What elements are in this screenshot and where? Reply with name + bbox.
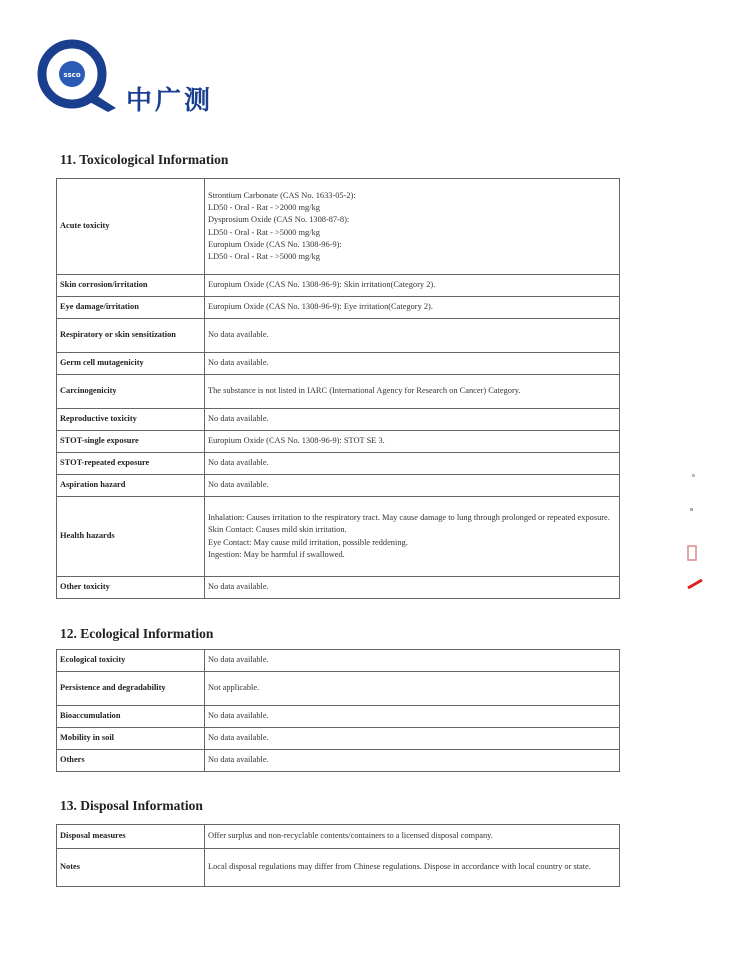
- value-line: No data available.: [208, 733, 269, 743]
- table-row: [57, 353, 620, 375]
- table-row: [57, 750, 620, 772]
- toxicological-table: [56, 178, 620, 599]
- value-line: Strontium Carbonate (CAS No. 1633-05-2):: [208, 190, 356, 200]
- row-value: [205, 650, 620, 672]
- row-label: Bioaccumulation: [57, 706, 205, 728]
- row-value: [205, 750, 620, 772]
- row-value: [205, 297, 620, 319]
- value-line: Europium Oxide (CAS No. 1308-96-9): Eye irritation(Category 2).: [208, 302, 433, 312]
- table-row: [57, 706, 620, 728]
- value-line: Dysprosium Oxide (CAS No. 1308-87-8):: [208, 215, 350, 225]
- section-13-title: 13. Disposal Information: [60, 798, 203, 813]
- section-11-title: 11. Toxicological Information: [60, 152, 229, 167]
- table-row: [57, 453, 620, 475]
- table-row: [57, 650, 620, 672]
- row-label: Others: [57, 750, 205, 772]
- row-label: Other toxicity: [57, 577, 205, 599]
- table-row: [57, 179, 620, 275]
- value-line: Ingestion: May be harmful if swallowed.: [208, 549, 345, 559]
- row-label: Respiratory or skin sensitization: [57, 319, 205, 353]
- table-row: [57, 431, 620, 453]
- value-line: The substance is not listed in IARC (International Agency for Research on Cancer) Category.: [208, 386, 521, 396]
- value-line: No data available.: [208, 480, 269, 490]
- value-line: Europium Oxide (CAS No. 1308-96-9):: [208, 239, 342, 249]
- row-value: [205, 497, 620, 577]
- row-label: Reproductive toxicity: [57, 409, 205, 431]
- value-line: Eye Contact: May cause mild irritation, possible reddening.: [208, 537, 408, 547]
- row-value: [205, 179, 620, 275]
- table-row: [57, 497, 620, 577]
- value-line: LD50 - Oral - Rat - >2000 mg/kg: [208, 203, 320, 213]
- table-row: [57, 409, 620, 431]
- row-label: Mobility in soil: [57, 728, 205, 750]
- row-value: [205, 728, 620, 750]
- logo-emblem-text: ssco: [63, 71, 81, 79]
- row-value: [205, 825, 620, 849]
- value-line: No data available.: [208, 711, 269, 721]
- row-value: [205, 672, 620, 706]
- row-value: [205, 353, 620, 375]
- row-value: [205, 577, 620, 599]
- margin-stamp-marks: [680, 470, 710, 600]
- value-line: Not applicable.: [208, 683, 260, 693]
- row-value: [205, 375, 620, 409]
- value-line: No data available.: [208, 414, 269, 424]
- value-line: No data available.: [208, 458, 269, 468]
- row-value: [205, 475, 620, 497]
- value-line: Inhalation: Causes irritation to the respiratory tract. May cause damage to lung through prolonged or repeated exposure.: [208, 513, 610, 523]
- row-value: [205, 319, 620, 353]
- table-row: [57, 672, 620, 706]
- row-label: Notes: [57, 849, 205, 887]
- table-row: [57, 728, 620, 750]
- row-value: [205, 849, 620, 887]
- row-label: Carcinogenicity: [57, 375, 205, 409]
- row-label: Eye damage/irritation: [57, 297, 205, 319]
- value-line: Europium Oxide (CAS No. 1308-96-9): Skin irritation(Category 2).: [208, 280, 436, 290]
- table-row: [57, 375, 620, 409]
- value-line: No data available.: [208, 582, 269, 592]
- value-line: No data available.: [208, 358, 269, 368]
- logo-emblem-icon: [34, 36, 124, 116]
- row-label: Aspiration hazard: [57, 475, 205, 497]
- row-value: [205, 431, 620, 453]
- row-label: Persistence and degradability: [57, 672, 205, 706]
- value-line: Offer surplus and non-recyclable contents/containers to a licensed disposal company.: [208, 831, 493, 841]
- row-label: Health hazards: [57, 497, 205, 577]
- value-line: No data available.: [208, 755, 269, 765]
- row-label: Skin corrosion/irritation: [57, 275, 205, 297]
- value-line: LD50 - Oral - Rat - >5000 mg/kg: [208, 227, 320, 237]
- table-row: [57, 849, 620, 887]
- row-value: [205, 453, 620, 475]
- row-label: Ecological toxicity: [57, 650, 205, 672]
- row-value: [205, 275, 620, 297]
- table-row: [57, 475, 620, 497]
- row-label: STOT-repeated exposure: [57, 453, 205, 475]
- table-row: [57, 297, 620, 319]
- row-label: Disposal measures: [57, 825, 205, 849]
- section-12-title: 12. Ecological Information: [60, 626, 214, 641]
- value-line: LD50 - Oral - Rat - >5000 mg/kg: [208, 251, 320, 261]
- disposal-table: [56, 824, 620, 887]
- table-row: [57, 825, 620, 849]
- row-label: Acute toxicity: [57, 179, 205, 275]
- value-line: Local disposal regulations may differ from Chinese regulations. Dispose in accordance with local country or state.: [208, 862, 591, 872]
- row-label: Germ cell mutagenicity: [57, 353, 205, 375]
- value-line: No data available.: [208, 655, 269, 665]
- row-value: [205, 706, 620, 728]
- row-value: [205, 409, 620, 431]
- table-row: [57, 319, 620, 353]
- row-label: STOT-single exposure: [57, 431, 205, 453]
- value-line: Europium Oxide (CAS No. 1308-96-9): STOT SE 3.: [208, 436, 385, 446]
- logo-brand-text: 中广测: [126, 86, 214, 116]
- value-line: No data available.: [208, 330, 269, 340]
- table-row: [57, 275, 620, 297]
- ecological-table: [56, 649, 620, 772]
- table-row: [57, 577, 620, 599]
- company-logo: [34, 36, 244, 116]
- value-line: Skin Contact: Causes mild skin irritation.: [208, 525, 347, 535]
